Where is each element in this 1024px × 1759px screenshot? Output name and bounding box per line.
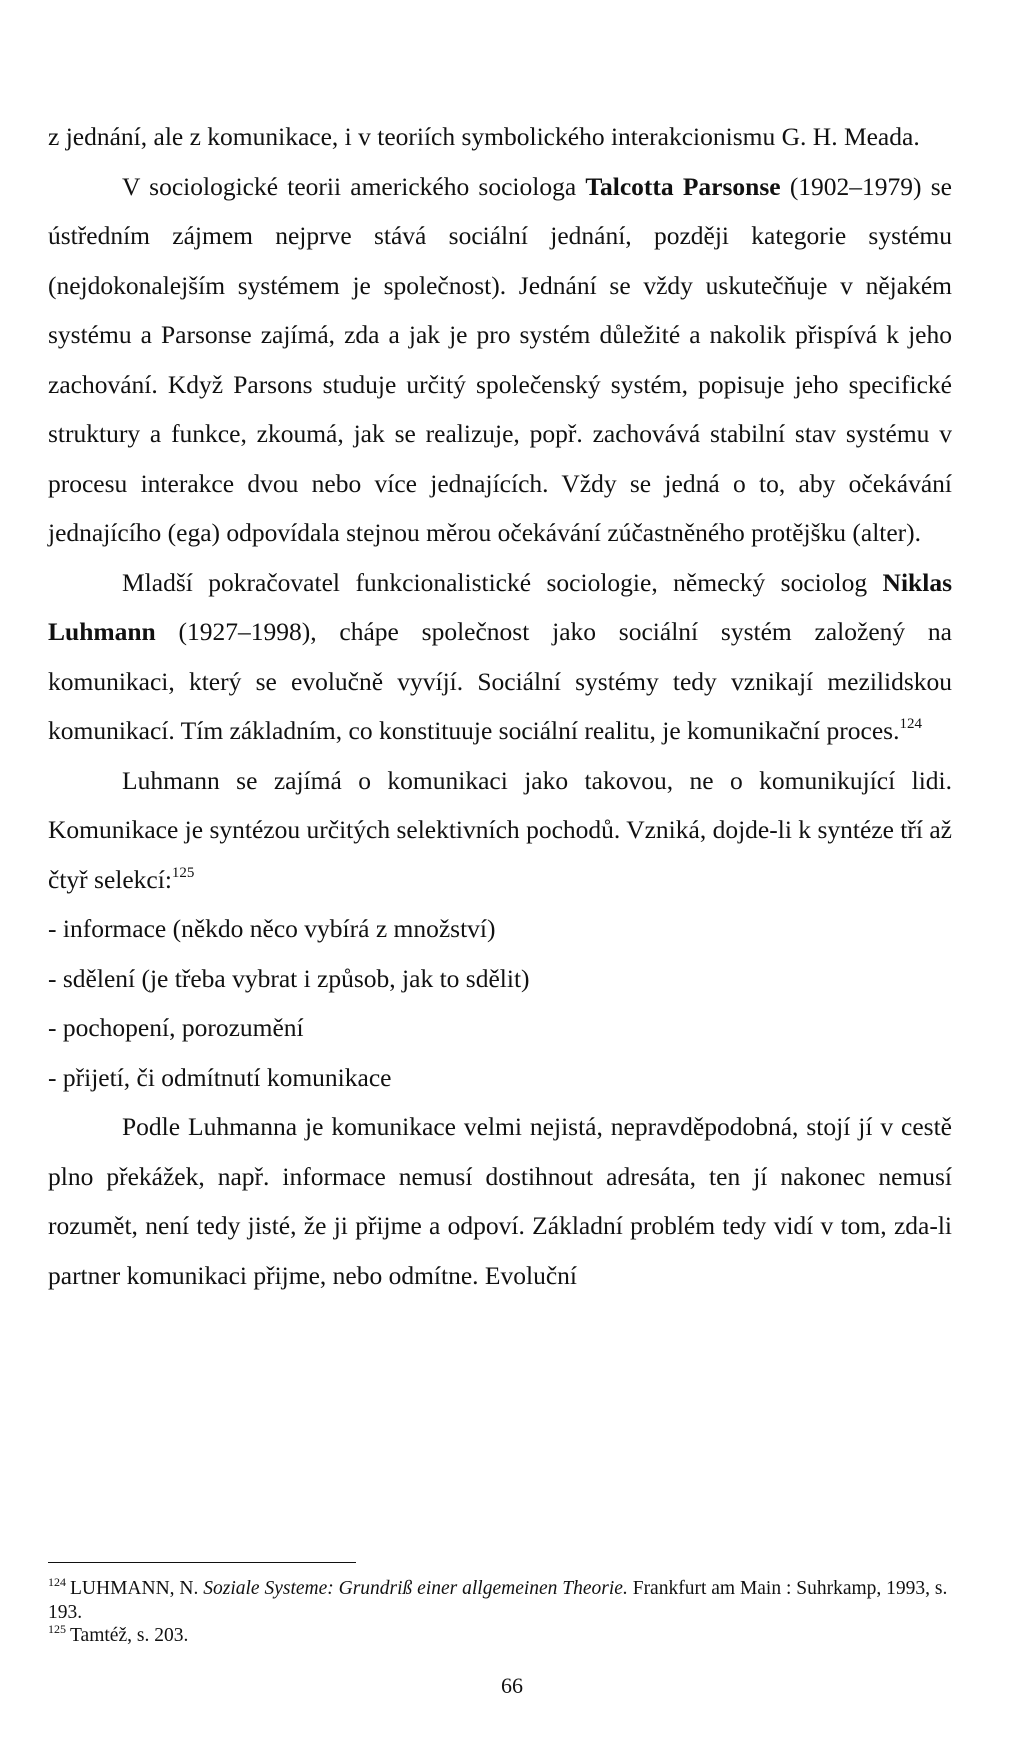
paragraph-uncertainty: Podle Luhmanna je komunikace velmi nejistá, nepravděpodobná, stojí jí v cestě plno překážek, např. informace nemusí dostihnout adresáta, ten jí nakonec nemusí rozumět, není tedy jisté, že ji přijme a odpoví. Základní problém tedy vidí v tom, zda-li partner komunikaci přijme, nebo odmítne. Evoluční [48,1112,952,1290]
footnote-text: Tamtéž, s. 203. [70,1625,189,1646]
footnote-title: Soziale Systeme: Grundriß einer allgemeinen Theorie. [203,1578,628,1599]
body-text [48,112,952,1300]
paragraph-text: Luhmann se zajímá o komunikaci jako takovou, ne o komunikující lidi. Komunikace je syntézou určitých selektivních pochodů. Vzniká, dojde-li k syntéze tří až čtyř selekcí: [48,765,952,894]
paragraph-text: (1927–1998), chápe společnost jako sociální systém založený na komunikaci, který se evolučně vyvíjí. Sociální systémy tedy vznikají mezilidskou komunikací. Tím základním, co konstituuje sociální realitu, je komunikační proces. [48,617,952,745]
paragraph-selections [48,756,952,905]
list-item: - pochopení, porozumění [48,1013,304,1042]
list-item: - sdělení (je třeba vybrat i způsob, jak to sdělit) [48,963,530,993]
footnote-number: 124 [48,1575,66,1589]
paragraph-meada: z jednání, ale z komunikace, i v teoriích symbolického interakcionismu G. H. Meada. [48,122,920,151]
list-item: - informace (někdo něco vybírá z množství) [48,914,496,943]
footnote-reference: 124 [899,716,922,732]
paragraph-parsons [48,162,952,558]
person-name-luhmann: Niklas Luhmann [48,567,952,646]
footnote-divider [48,1562,356,1563]
page-number: 66 [501,1673,523,1698]
footnote-124 [48,1577,948,1624]
list-item: - přijetí, či odmítnutí komunikace [48,1062,392,1092]
paragraph-text: V sociologické teorii amerického sociologa [122,171,586,201]
footnote-text: Frankfurt am Main : Suhrkamp, 1993, s. 193. [48,1578,948,1623]
footnote-125 [48,1624,948,1648]
paragraph-text: (1902–1979) se ústředním zájmem nejprve stává sociální jednání, později kategorie systému (nejdokonalejším systémem je společnost). Jednání se vždy uskutečňuje v nějakém systému a Parsonse zajímá, zda a jak je pro systém důležité a nakolik přispívá k jeho zachování. Když Parsons studuje určitý společenský systém, popisuje jeho specifické struktury a funkce, zkoumá, jak se realizuje, popř. zachovává stabilní stav systému v procesu interakce dvou nebo více jednajících. Vždy se jedná o to, aby očekávání jednajícího (ega) odpovídala stejnou měrou očekávání zúčastněného protějšku (alter). [48,171,952,547]
selection-list [48,904,952,1102]
paragraph-text: Mladší pokračovatel funkcionalistické sociologie, německý sociolog [122,567,883,597]
footnotes [48,1577,948,1648]
person-name-parsons: Talcotta Parsonse [585,171,781,201]
paragraph-luhmann [48,558,952,756]
footnote-number: 125 [48,1622,66,1636]
footnote-text: LUHMANN, N. [70,1578,204,1599]
footnote-reference: 125 [171,864,195,881]
